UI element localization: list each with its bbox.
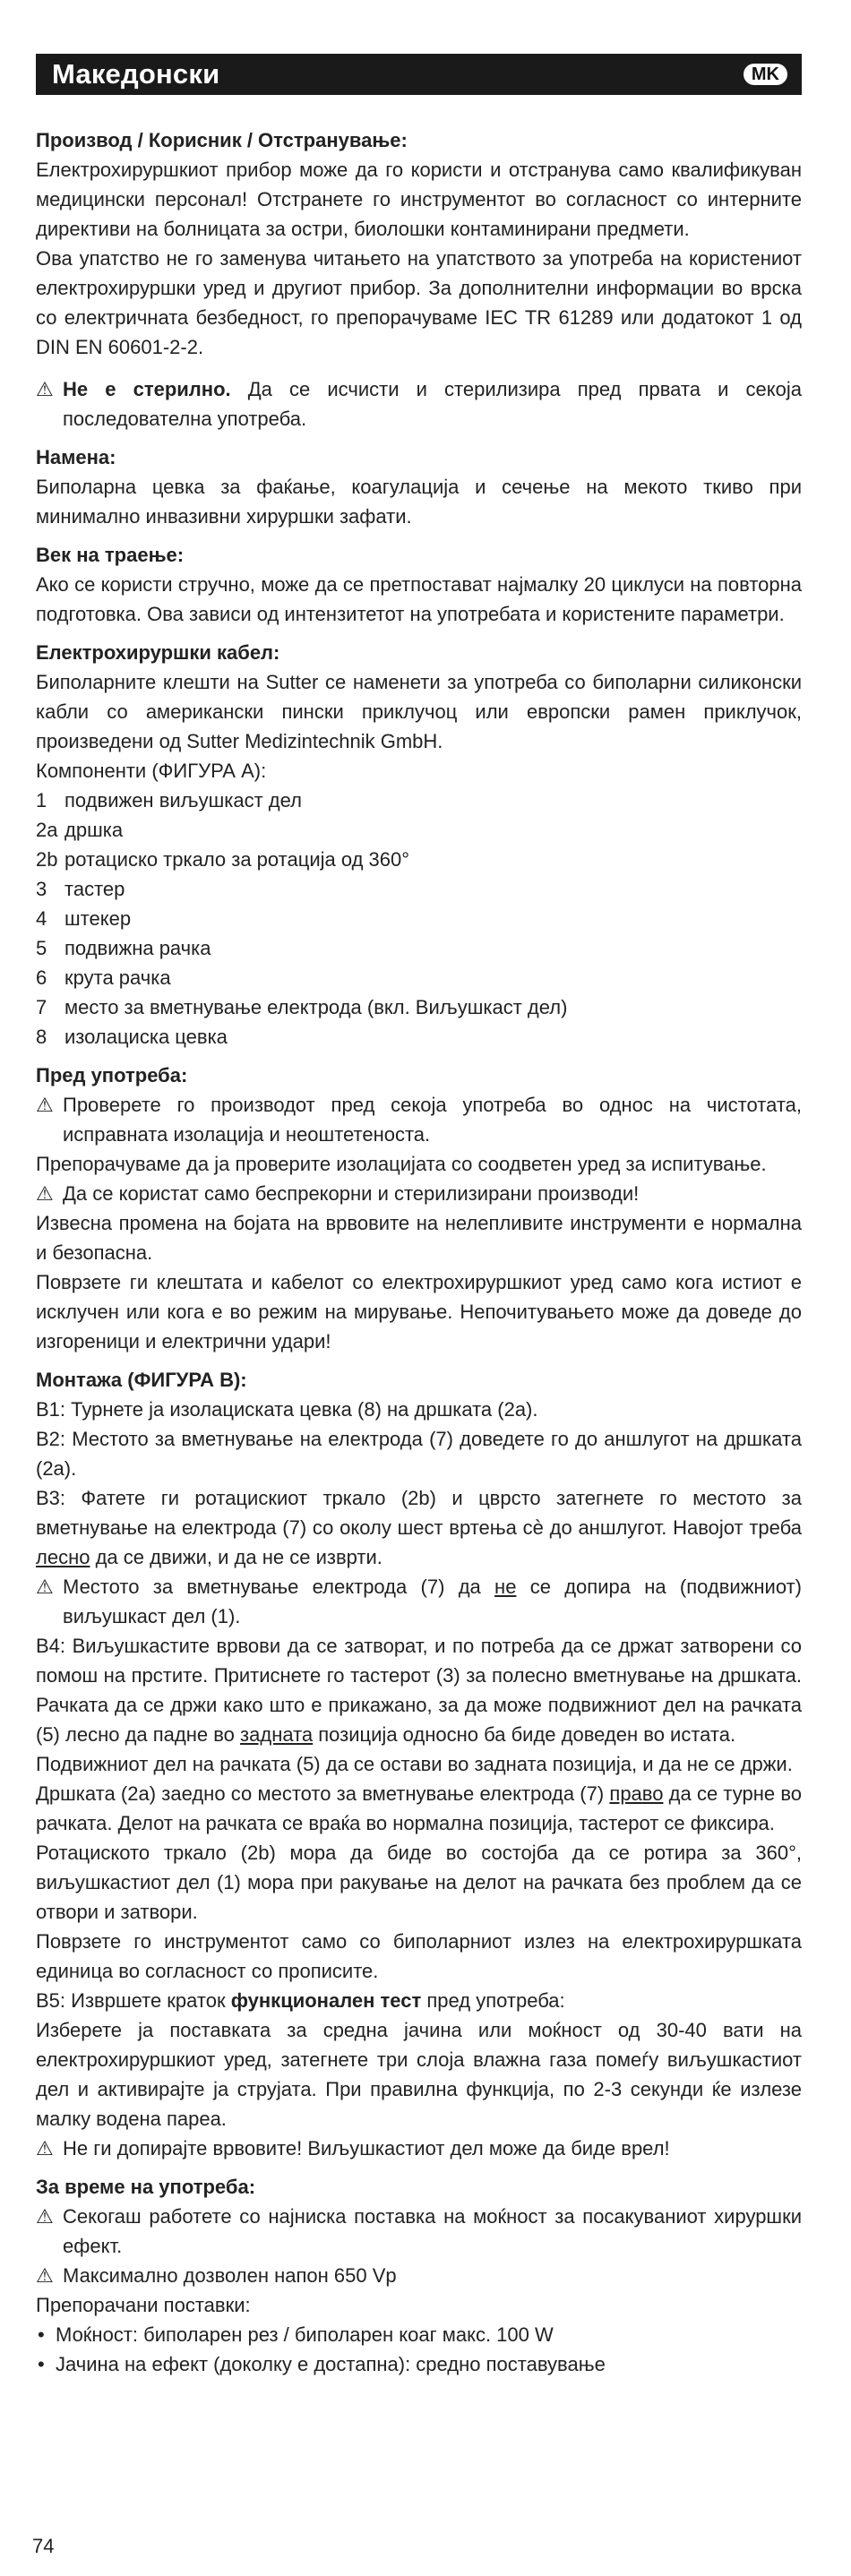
warning-text: Секогаш работете со најниска поставка на моќност за посакуваниот хируршки ефект. (63, 2205, 802, 2257)
item-number: 4 (36, 907, 47, 930)
item-number: 3 (36, 878, 47, 900)
paragraph: Поврзете го инструментот само со биполарниот излез на електрохируршката единица во согласност со прописите. (36, 1930, 802, 1982)
language-title: Македонски (52, 58, 220, 90)
warning-text: Проверете го производот пред секоја употреба во однос на чистотата, исправната изолација и неоштетеноста. (63, 1094, 802, 1146)
list-item (36, 815, 802, 845)
warning-note (36, 2134, 802, 2163)
step-b3: B3: Фатете ги ротацискиот тркало (2b) и цврсто затегнете го местото за вметнување на електрода (7) со околу шест вртења сè до аншлугот. Навојот треба лесно да се движи, и да не се изврти. (36, 1487, 802, 1568)
bullet-item: • Јачина на ефект (доколку е достапна): средно поставување (36, 2349, 802, 2379)
section-during-use (36, 2172, 802, 2379)
warning-note (36, 1090, 802, 1149)
warning-note (36, 374, 802, 434)
item-text: крута рачка (64, 966, 171, 989)
paragraph: Дршката (2a) заедно со местото за вметнување електрода (7) право да се турне во рачката. Делот на рачката се враќа во нормална позиција, тастерот се фиксира. (36, 1782, 802, 1834)
item-text: тастер (64, 878, 125, 900)
paragraph: Препорачуваме да ја проверите изолацијата со соодветен уред за испитување. (36, 1153, 767, 1175)
section-product-user-disposal (36, 125, 802, 434)
section-heading: Век на траење: (36, 544, 185, 566)
step-b4: B4: Виљушкастите врвови да се затворат, и по потреба да се држат затворени со помош на прстите. Притиснете го тастерот (3) за полесно вметнување на дршката. Рачката да се држи како што е прикажано, за да може подвижниот дел на рачката (5) лесно да падне во задната позиција односно ба биде доведен во истата. (36, 1635, 802, 1746)
underlined-word: лесно (36, 1546, 90, 1568)
section-electrosurgical-cable (36, 638, 802, 1052)
section-before-use (36, 1060, 802, 1356)
section-intended-use (36, 442, 802, 531)
warning-text: Максимално дозволен напон 650 Vp (63, 2264, 397, 2287)
item-text: подвижна рачка (64, 937, 211, 959)
section-service-life (36, 540, 802, 629)
warning-icon: ⚠ (36, 2137, 54, 2160)
bold-text: функционален тест (230, 1989, 422, 2012)
page-number: 74 (32, 2535, 55, 2557)
step-b2: B2: Местото за вметнување на електрода (7) доведете го до аншлугот на дршката (2a). (36, 1428, 802, 1480)
item-number: 6 (36, 966, 47, 989)
underlined-word: не (494, 1576, 517, 1598)
item-number: 8 (36, 1026, 47, 1048)
warning-text: Не ги допирајте врвовите! Виљушкастиот дел може да биде врел! (63, 2137, 670, 2160)
paragraph: Ротациското тркало (2b) мора да биде во состојба да се ротира за 360°, виљушкастиот дел (1) мора при ракување на делот на рачката без проблем да се отвори и затвори. (36, 1842, 802, 1923)
page (36, 54, 802, 2379)
underlined-word: право (609, 1782, 664, 1805)
warning-icon: ⚠ (36, 2264, 54, 2287)
item-number: 7 (36, 996, 47, 1018)
warning-text: Да се користат само беспрекорни и стерилизирани производи! (63, 1182, 640, 1205)
list-item (36, 845, 802, 874)
section-heading: За време на употреба: (36, 2176, 256, 2198)
underlined-word: задната (240, 1723, 314, 1746)
list-item (36, 904, 802, 933)
list-item (36, 992, 802, 1022)
warning-note (36, 1179, 802, 1208)
bullet-item: • Моќност: биполарен рез / биполарен коаг макс. 100 W (36, 2320, 802, 2349)
item-number: 2b (36, 848, 58, 871)
section-heading: Електрохируршки кабел: (36, 641, 280, 664)
document-body (36, 125, 802, 2379)
section-assembly (36, 1365, 802, 2163)
paragraph: Биполарна цевка за фаќање, коагулација и сечење на мекото ткиво при минимално инвазивни хируршки зафати. (36, 476, 802, 528)
country-code-badge: MK (744, 64, 787, 85)
warning-icon: ⚠ (36, 378, 54, 400)
paragraph: Компоненти (ФИГУРА A): (36, 760, 267, 782)
step-b5: B5: Извршете краток функционален тест пред употреба: (36, 1989, 565, 2012)
item-text: дршка (64, 819, 124, 841)
list-item (36, 786, 802, 815)
paragraph: Ова упатство не го заменува читањето на упатството за употреба на користениот електрохируршки уред и другиот прибор. За дополнителни информации во врска со електричната безбедност, го препорачуваме IEC TR 61289 или додатокот 1 од DIN EN 60601-2-2. (36, 247, 802, 358)
step-b1: B1: Турнете ја изолациската цевка (8) на дршката (2a). (36, 1398, 538, 1421)
section-heading: Монтажа (ФИГУРА B): (36, 1369, 247, 1391)
item-number: 1 (36, 789, 47, 811)
list-item (36, 963, 802, 992)
paragraph: Ако се користи стручно, може да се претпостават најмалку 20 циклуси на повторна подготовка. Ова зависи од интензитетот на употребата и користените параметри. (36, 573, 802, 625)
item-text: подвижен виљушкаст дел (64, 789, 302, 811)
item-number: 5 (36, 937, 47, 959)
list-item (36, 874, 802, 904)
warning-icon: ⚠ (36, 1182, 54, 1205)
section-heading: Пред употреба: (36, 1064, 188, 1086)
paragraph: Подвижниот дел на рачката (5) да се остави во задната позиција, и да не се држи. (36, 1753, 793, 1775)
item-text: место за вметнување електрода (вкл. Виљушкаст дел) (64, 996, 568, 1018)
warning-note (36, 2261, 802, 2290)
warning-note: ⚠ Местото за вметнување електрода (7) да не се допира на (подвижниот) виљушкаст дел (1). (36, 1572, 802, 1631)
section-heading: Производ / Корисник / Отстранување: (36, 129, 408, 151)
warning-bold-text: Не е стерилно. (63, 378, 231, 400)
paragraph: Изберете ја поставката за средна јачина или моќност од 30-40 вати на електрохируршкиот уред, затегнете три слоја влажна газа помеѓу виљушкастиот дел и активирајте ја струјата. При правилна функција, по 2-3 секунди ќе излезе малку водена пареа. (36, 2019, 802, 2130)
item-number: 2a (36, 819, 58, 841)
list-item (36, 1022, 802, 1052)
paragraph: Биполарните клешти на Sutter се наменети за употреба со биполарни силиконски кабли со американски пински приклучоц или европски рамен приклучок, произведени од Sutter Medizintechnik GmbH. (36, 671, 802, 752)
warning-icon: ⚠ (36, 1576, 54, 1598)
paragraph: Поврзете ги клештата и кабелот со електрохируршкиот уред само кога истиот е исклучен или кога е во режим на мирување. Непочитувањето може да доведе до изгореници и електрични удари! (36, 1271, 802, 1352)
list-item (36, 933, 802, 963)
warning-icon: ⚠ (36, 1094, 54, 1116)
paragraph: Препорачани поставки: (36, 2294, 251, 2316)
language-header-bar (36, 54, 802, 95)
warning-icon: ⚠ (36, 2205, 54, 2228)
paragraph: Електрохируршкиот прибор може да го користи и отстранува само квалификуван медицински персонал! Отстранете го инструментот во согласност со интерните директиви на болницата за остри, биолошки контаминирани предмети. (36, 159, 802, 240)
components-list (36, 786, 802, 1052)
item-text: ротациско тркало за ротација од 360° (64, 848, 410, 871)
warning-text: Да се исчисти и стерилизира пред првата и секоја последователна употреба. (63, 378, 802, 430)
section-heading: Намена: (36, 446, 116, 468)
item-text: штекер (64, 907, 132, 930)
item-text: изолациска цевка (64, 1026, 228, 1048)
warning-note (36, 2202, 802, 2261)
paragraph: Извесна промена на бојата на врвовите на нелепливите инструменти е нормална и безопасна. (36, 1212, 802, 1264)
